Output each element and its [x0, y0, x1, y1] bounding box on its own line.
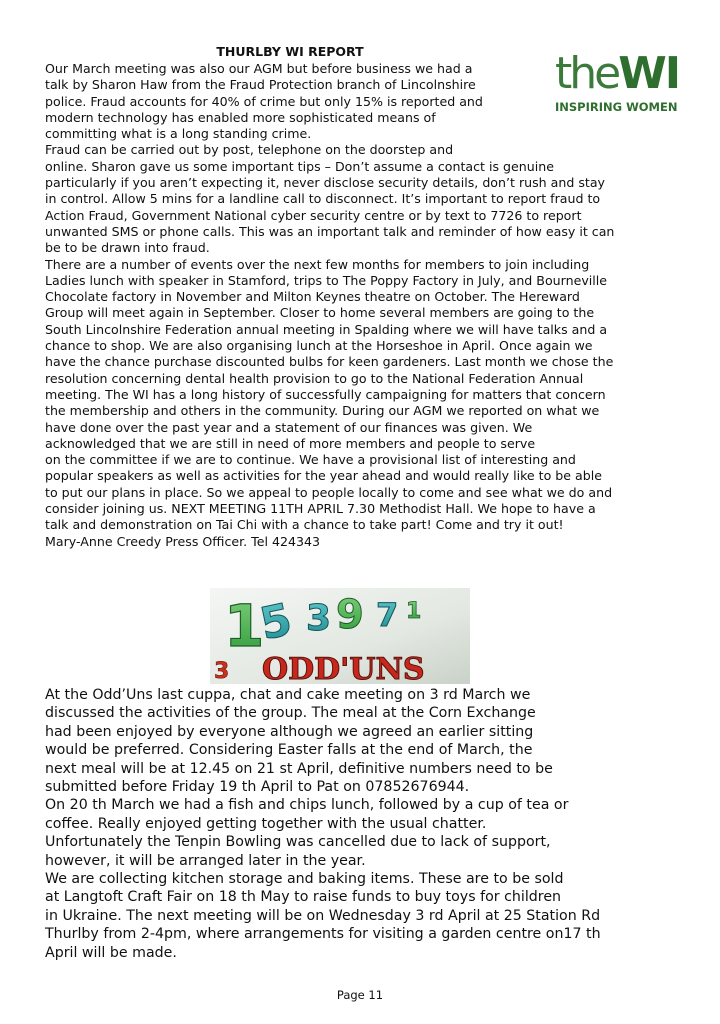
report-line: Fraud can be carried out by post, telephone on the doorstep and — [45, 142, 454, 158]
report-line: Chocolate factory in November and Milton Keynes theatre on October. The Hereward — [45, 289, 580, 305]
banner-digit-7: 7 — [376, 596, 399, 634]
report-line: be to be drawn into fraud. — [45, 240, 210, 256]
oddUns-line: We are collecting kitchen storage and baking items. These are to be sold — [45, 871, 564, 888]
report-line: Mary-Anne Creedy Press Officer. Tel 424343 — [45, 533, 321, 549]
report-line: chance to shop. We are also organising lunch at the Horseshoe in April. Once again we — [45, 338, 593, 354]
banner-digit-3: 3 — [306, 598, 332, 639]
report-line: resolution concerning dental health provision to go to the National Federation Annual — [45, 370, 584, 386]
oddUns-line: coffee. Really enjoyed getting together with the usual chatter. — [45, 815, 487, 832]
report-line: the membership and others in the community. During our AGM we reported on what we — [45, 403, 600, 419]
report-line: unwanted SMS or phone calls. This was an important talk and reminder of how easy it can — [45, 223, 615, 239]
oddUns-line: would be preferred. Considering Easter falls at the end of March, the — [45, 742, 533, 759]
report-title: THURLBY WI REPORT — [216, 44, 364, 59]
oddUns-body — [45, 686, 685, 962]
wi-logo-the: the — [555, 48, 619, 99]
page-number: Page 11 — [336, 988, 384, 1002]
report-line: police. Fraud accounts for 40% of crime but only 15% is reported and — [45, 93, 483, 109]
banner-digit-9: 9 — [336, 592, 364, 638]
oddUns-line: submitted before Friday 19 th April to Pat on 07852676944. — [45, 779, 470, 796]
report-line: online. Sharon gave us some important tips – Don’t assume a contact is genuine — [45, 158, 554, 174]
report-line: talk by Sharon Haw from the Fraud Protection branch of Lincolnshire — [45, 77, 476, 93]
report-line: particularly if you aren’t expecting it, never disclose security details, don’t rush and stay — [45, 175, 606, 191]
report-line: popular speakers as well as activities for the year ahead and would really like to be able — [45, 468, 603, 484]
oddUns-line: Unfortunately the Tenpin Bowling was cancelled due to lack of support, — [45, 834, 551, 851]
report-line: Group will meet again in September. Closer to home several members are going to the — [45, 305, 595, 321]
report-line: There are a number of events over the next few months for members to join including — [45, 256, 590, 272]
oddUns-line: At the Odd’Uns last cuppa, chat and cake meeting on 3 rd March we — [45, 687, 531, 703]
wi-logo-tagline: INSPIRING WOMEN — [555, 100, 678, 114]
banner-digit-1b: 1 — [406, 599, 422, 624]
report-line: have the chance purchase discounted bulbs for keen gardeners. Last month we chose the — [45, 354, 614, 370]
banner-small-3: 3 — [214, 659, 230, 684]
oddUns-line: had been enjoyed by everyone although we agreed an earlier sitting — [45, 723, 534, 740]
oddUns-line: however, it will be arranged later in the year. — [45, 852, 366, 869]
banner-digit-1: 1 — [224, 592, 265, 660]
report-line: in control. Allow 5 mins for a landline call to disconnect. It’s important to report fraud to — [45, 191, 601, 207]
oddUns-line: in Ukraine. The next meeting will be on Wednesday 3 rd April at 25 Station Rd — [45, 907, 601, 924]
report-line: talk and demonstration on Tai Chi with a chance to take part! Come and try it out! — [45, 517, 564, 533]
oddUns-line: next meal will be at 12.45 on 21 st April, definitive numbers need to be — [45, 760, 553, 777]
report-line: South Lincolnshire Federation annual meeting in Spalding where we will have talks and a — [45, 321, 608, 337]
report-line: meeting. The WI has a long history of successfully campaigning for matters that concern — [45, 386, 606, 402]
report-line: modern technology has enabled more sophisticated means of — [45, 109, 436, 125]
report-line: consider joining us. NEXT MEETING 11TH APRIL 7.30 Methodist Hall. We hope to have a — [45, 501, 596, 517]
report-line: Our March meeting was also our AGM but before business we had a — [45, 61, 473, 76]
report-line: Action Fraud, Government National cyber security centre or by text to 7726 to report — [45, 207, 582, 223]
oddUns-banner-image — [210, 588, 470, 684]
report-line: acknowledged that we are still in need of more members and people to serve — [45, 435, 536, 451]
oddUns-line: On 20 th March we had a fish and chips lunch, followed by a cup of tea or — [45, 797, 569, 814]
oddUns-line: Thurlby from 2-4pm, where arrangements for visiting a garden centre on17 th — [45, 926, 601, 943]
report-line: on the committee if we are to continue. We have a provisional list of interesting and — [45, 452, 576, 468]
banner-digit-5: 5 — [255, 594, 297, 651]
banner-title: ODD'UNS — [262, 652, 425, 684]
report-line: committing what is a long standing crime. — [45, 126, 312, 142]
oddUns-line: April will be made. — [45, 944, 177, 961]
report-line: to put our plans in place. So we appeal to people locally to come and see what we do and — [45, 484, 613, 500]
oddUns-line: at Langtoft Craft Fair on 18 th May to raise funds to buy toys for children — [45, 889, 562, 906]
wi-logo-wi: WI — [618, 48, 680, 99]
report-line: have done over the past year and a statement of our finances was given. We — [45, 419, 533, 435]
report-line: Ladies lunch with speaker in Stamford, trips to The Poppy Factory in July, and Bourneville — [45, 272, 608, 288]
oddUns-line: discussed the activities of the group. The meal at the Corn Exchange — [45, 705, 536, 722]
wi-report-body — [45, 61, 685, 550]
